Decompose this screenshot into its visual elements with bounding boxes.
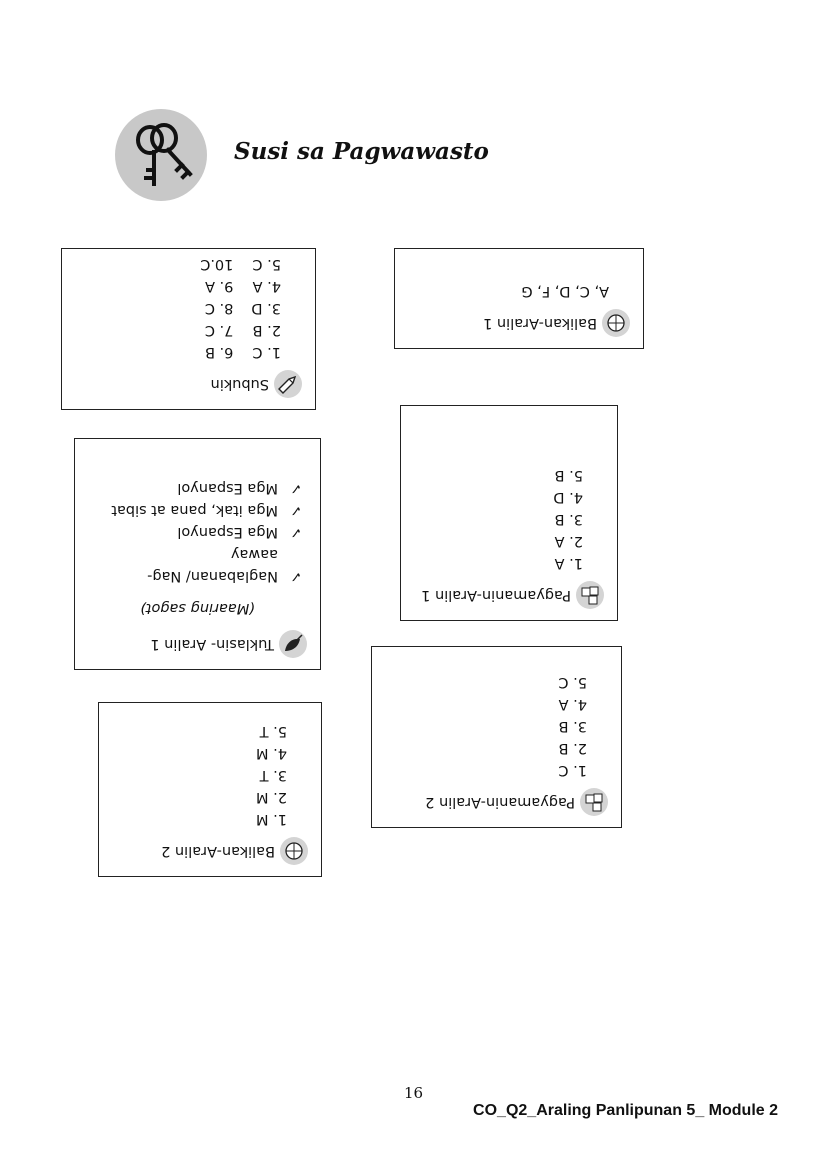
abc-blocks-icon	[575, 580, 605, 610]
subukin-answer-box	[61, 248, 316, 410]
module-code-footer: CO_Q2_Araling Panlipunan 5_ Module 2	[473, 1102, 778, 1119]
tuklasin-1-title: Tuklasin- Aralin 1	[150, 636, 274, 652]
answer-text: Mga Espanyol	[177, 524, 278, 540]
list-item: 4. M	[256, 745, 287, 761]
list-item: 3. T	[259, 767, 287, 783]
list-item: 3. B	[558, 718, 587, 734]
globe-icon	[601, 308, 631, 338]
abc-blocks-icon	[579, 787, 609, 817]
balikan-aralin-1-box	[394, 248, 644, 349]
list-item: 5. T	[259, 723, 287, 739]
balikan-1-answer: A, C, D, F, G	[521, 283, 609, 299]
list-item: 1. M	[256, 811, 287, 827]
list-item: 3. B	[554, 511, 583, 527]
list-item: 4. A	[252, 278, 281, 294]
list-item: 7. C	[204, 322, 234, 338]
list-item: 4. D	[553, 489, 583, 505]
pagyamanin-aralin-1-box	[400, 405, 618, 621]
list-item: 1. A	[554, 555, 583, 571]
list-item: 1. C	[252, 344, 281, 360]
list-item: 2. M	[256, 789, 287, 805]
answer-text: Naglabanan/ Nag-aaway	[147, 546, 278, 584]
list-item: 5. C	[558, 674, 587, 690]
list-item: 3. D	[251, 300, 281, 316]
list-item: 4. A	[558, 696, 587, 712]
list-item: 1. C	[558, 762, 587, 778]
list-item	[87, 499, 302, 521]
balikan-2-title: Balikan-Aralin 2	[161, 843, 275, 859]
pagyamanin-aralin-2-box	[371, 646, 622, 828]
page-number: 16	[404, 1084, 424, 1102]
pagyamanin-2-title: Pagyamanin-Aralin 2	[425, 794, 575, 810]
balikan-aralin-2-box	[98, 702, 322, 877]
list-item: 6. B	[204, 344, 234, 360]
pagyamanin-1-title: Pagyamanin-Aralin 1	[421, 587, 571, 603]
pagyamanin-1-answers	[413, 464, 605, 574]
subukin-answers	[74, 253, 303, 363]
page-title: Susi sa Pagwawasto	[234, 138, 489, 165]
list-item	[87, 477, 302, 499]
check-mark-icon: ✓	[289, 568, 302, 584]
list-item: 5. C	[252, 256, 281, 272]
list-item	[87, 543, 302, 587]
check-mark-icon: ✓	[289, 524, 302, 540]
list-item: 2. A	[554, 533, 583, 549]
list-item: 8. C	[204, 300, 234, 316]
keys-icon	[114, 108, 208, 202]
tuklasin-aralin-1-box	[74, 438, 321, 670]
subukin-title: Subukin	[210, 376, 269, 392]
check-mark-icon: ✓	[289, 502, 302, 518]
pencil-icon	[273, 369, 303, 399]
answer-text: Mga itak, pana at sibat	[111, 502, 278, 518]
check-mark-icon: ✓	[289, 480, 302, 496]
balikan-1-title: Balikan-Aralin 1	[483, 315, 597, 331]
list-item: 2. B	[558, 740, 587, 756]
tuklasin-note: (Maaring sagot)	[140, 600, 255, 616]
tuklasin-1-answers	[87, 477, 308, 587]
globe-icon	[279, 836, 309, 866]
list-item	[87, 521, 302, 543]
pagyamanin-2-answers	[384, 671, 609, 781]
list-item: 2. B	[252, 322, 281, 338]
balikan-2-answers	[111, 720, 309, 830]
list-item: 5. B	[554, 467, 583, 483]
answer-text: Mga Espanyol	[177, 480, 278, 496]
leaf-icon	[278, 629, 308, 659]
list-item: 9. A	[205, 278, 234, 294]
list-item: 10.C	[200, 256, 234, 272]
